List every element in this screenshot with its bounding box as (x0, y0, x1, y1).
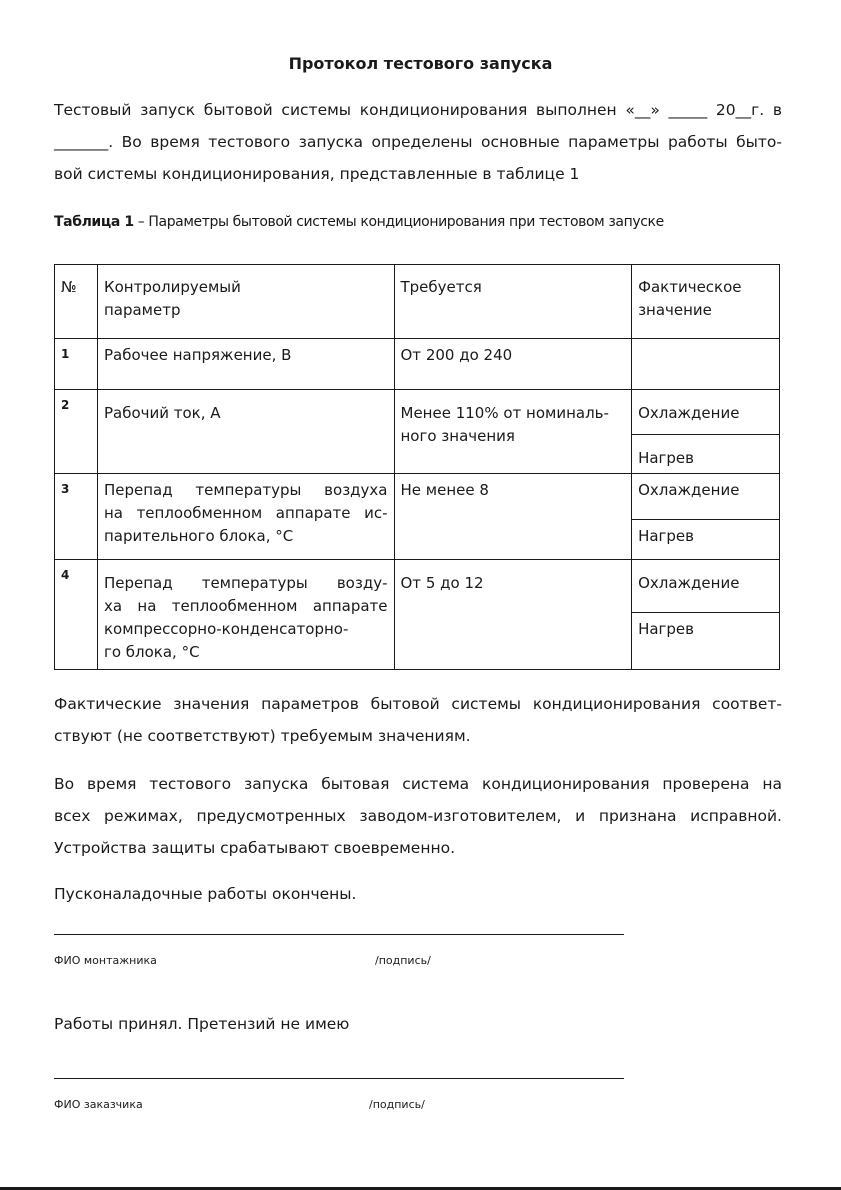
row-parameter-text (104, 479, 388, 548)
row-parameter-line: Перепад температуры воздуха (103, 481, 388, 499)
mode-heating: Нагрев (632, 435, 780, 474)
row-required-line: ного значения (400, 427, 515, 445)
row-number: 2 (55, 390, 98, 474)
intro-line: вой системы кондиционирования, представленные в таблице 1 (54, 165, 580, 183)
table-caption (54, 210, 664, 234)
mode-cooling: Охлаждение (632, 390, 780, 435)
check-line: всех режимах, предусмотренных заводом-изготовителем, и признана исправной. (54, 807, 782, 825)
table-header-row (55, 265, 780, 339)
header-actual-line: значение (638, 301, 712, 319)
row-number: 1 (55, 339, 98, 390)
parameters-table (54, 264, 780, 670)
customer-signature-label: /подпись/ (369, 1098, 425, 1111)
header-actual-line: Фактическое (638, 278, 742, 296)
header-required: Требуется (394, 265, 632, 339)
acceptance-note (54, 1008, 782, 1040)
row-parameter-line: парительного блока, °С (103, 527, 294, 545)
row-parameter-line: ха на теплообменном аппарате (103, 597, 388, 615)
header-parameter-line: параметр (103, 301, 181, 319)
row-parameter-line: на теплообменном аппарате ис- (103, 504, 388, 522)
table-row (55, 560, 780, 613)
table-row (55, 390, 780, 435)
row-parameter (97, 474, 394, 560)
intro-paragraph (54, 94, 782, 190)
header-num: № (55, 265, 98, 339)
header-parameter-line: Контролируемый (103, 278, 241, 296)
commissioning-line: Пусконаладочные работы окончены. (54, 885, 357, 903)
installer-signature-label: /подпись/ (375, 954, 431, 967)
row-actual-value (632, 339, 780, 390)
customer-signature-line (54, 1078, 624, 1079)
row-required: Не менее 8 (394, 474, 632, 560)
header-actual (632, 265, 780, 339)
intro-line: _______. Во время тестового запуска определены основные параметры работы быто- (54, 133, 782, 151)
row-parameter-line: Перепад температуры возду- (103, 574, 388, 592)
row-number: 3 (55, 474, 98, 560)
commissioning-note (54, 878, 782, 910)
mode-heating: Нагрев (632, 613, 780, 670)
installer-signature-line (54, 934, 624, 935)
page-title: Протокол тестового запуска (288, 54, 553, 73)
row-parameter-line: го блока, °С (103, 643, 200, 661)
row-parameter-line: компрессорно-конденсаторно- (103, 620, 349, 638)
row-number: 4 (55, 560, 98, 670)
intro-line: Тестовый запуск бытовой системы кондиционирования выполнен «__» _____ 20__г. в (54, 101, 782, 119)
row-required (394, 390, 632, 474)
mode-cooling: Охлаждение (632, 474, 780, 520)
row-parameter (97, 560, 394, 670)
mode-cooling: Охлаждение (632, 560, 780, 613)
customer-name-label: ФИО заказчика (54, 1098, 143, 1111)
table-caption-text: – Параметры бытовой системы кондиционирования при тестовом запуске (133, 214, 664, 230)
conformity-line: ствуют (не соответствуют) требуемым значениям. (54, 727, 471, 745)
check-line: Во время тестового запуска бытовая система кондиционирования проверена на (54, 775, 782, 793)
conformity-line: Фактические значения параметров бытовой системы кондиционирования соответ- (54, 695, 782, 713)
conformity-paragraph (54, 688, 782, 752)
row-required: От 200 до 240 (394, 339, 632, 390)
row-parameter: Рабочий ток, А (97, 390, 394, 474)
mode-heating: Нагрев (632, 520, 780, 560)
check-paragraph (54, 768, 782, 864)
check-line: Устройства защиты срабатывают своевременно. (54, 839, 456, 857)
row-required-line: Менее 110% от номиналь- (400, 404, 609, 422)
header-parameter (97, 265, 394, 339)
installer-name-label: ФИО монтажника (54, 954, 157, 967)
row-parameter: Рабочее напряжение, В (97, 339, 394, 390)
acceptance-line: Работы принял. Претензий не имею (54, 1015, 350, 1033)
table-row (55, 339, 780, 390)
row-parameter-text (104, 572, 388, 664)
table-row (55, 474, 780, 520)
row-required: От 5 до 12 (394, 560, 632, 670)
table-caption-label: Таблица 1 (54, 214, 134, 230)
